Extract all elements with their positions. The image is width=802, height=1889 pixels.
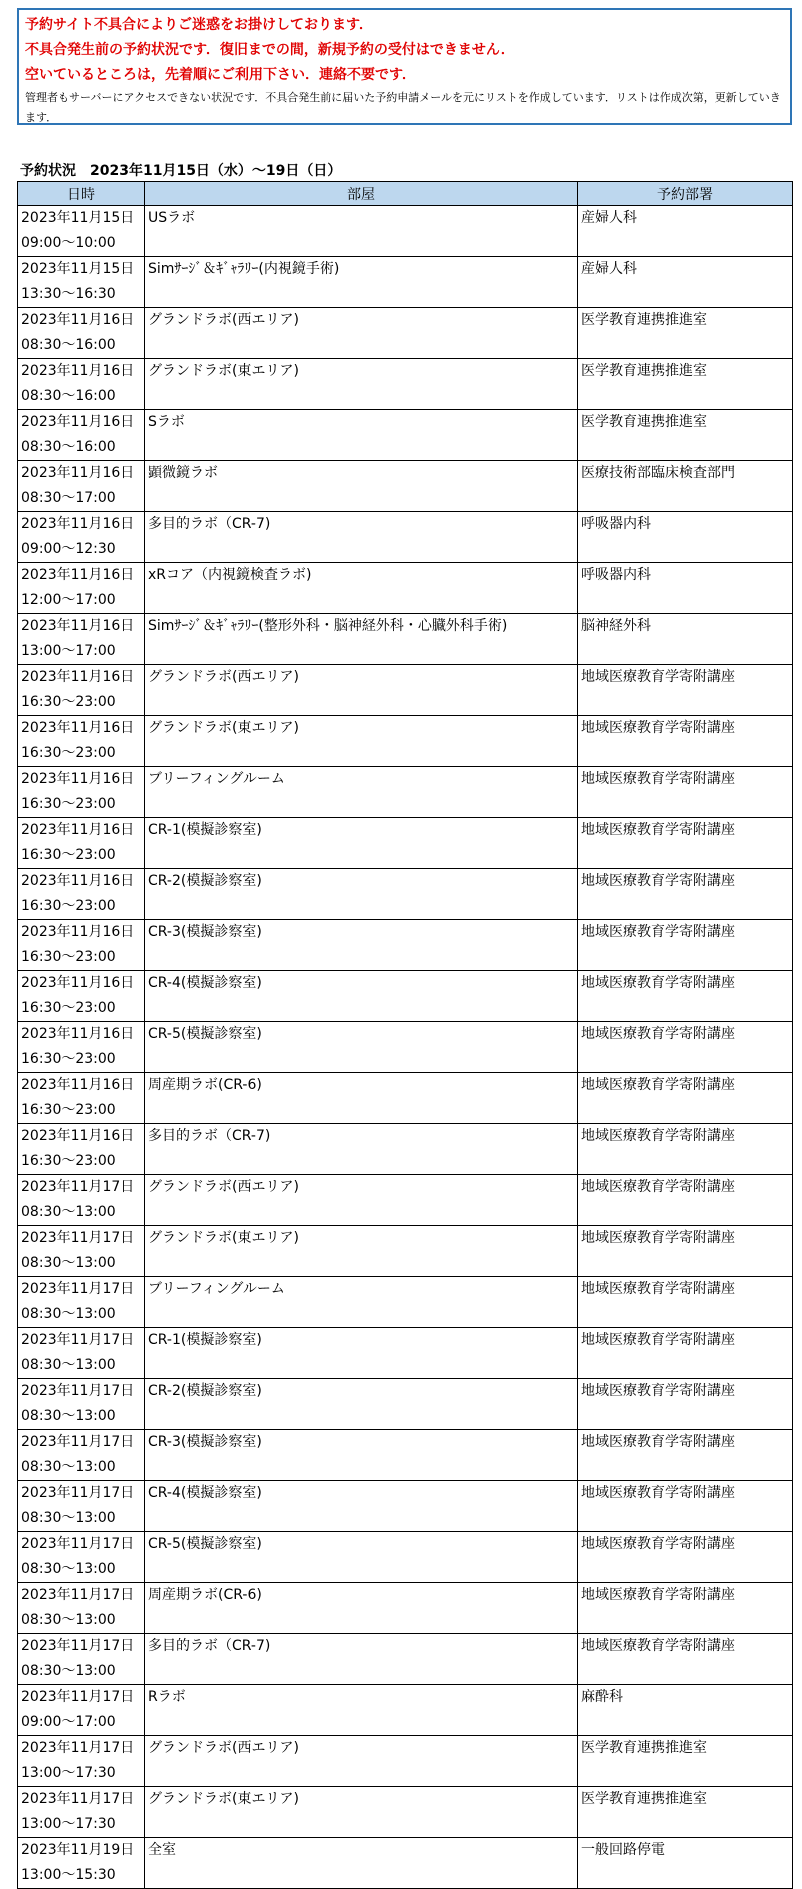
cell-room: グランドラボ(東エリア) <box>145 359 578 410</box>
notice-line-1: 予約サイト不具合によりご迷惑をお掛けしております． <box>25 17 373 33</box>
table-row <box>18 512 793 563</box>
cell-room: CR-5(模擬診察室) <box>145 1532 578 1583</box>
cell-room: Rラボ <box>145 1685 578 1736</box>
reservation-date: 2023年11月16日 <box>21 669 135 685</box>
cell-room: グランドラボ(東エリア) <box>145 1226 578 1277</box>
reservation-rows <box>18 206 793 1889</box>
reservation-time: 08:30～13:00 <box>21 1561 116 1577</box>
cell-datetime <box>18 512 145 563</box>
cell-room: CR-1(模擬診察室) <box>145 1328 578 1379</box>
reservation-time: 08:30～13:00 <box>21 1357 116 1373</box>
reservation-time: 08:30～16:00 <box>21 439 116 455</box>
outage-notice-box <box>17 8 792 125</box>
reservation-time: 16:30～23:00 <box>21 1153 116 1169</box>
table-row <box>18 563 793 614</box>
cell-room: 周産期ラボ(CR-6) <box>145 1583 578 1634</box>
reservation-date: 2023年11月16日 <box>21 771 135 787</box>
reservation-date: 2023年11月17日 <box>21 1689 135 1705</box>
cell-room: グランドラボ(東エリア) <box>145 1787 578 1838</box>
table-row <box>18 1226 793 1277</box>
reservation-time: 08:30～16:00 <box>21 388 116 404</box>
cell-datetime <box>18 971 145 1022</box>
reservation-time: 13:30～16:30 <box>21 286 116 302</box>
reservation-date: 2023年11月17日 <box>21 1281 135 1297</box>
cell-room: 全室 <box>145 1838 578 1889</box>
table-row <box>18 1634 793 1685</box>
reservation-time: 16:30～23:00 <box>21 898 116 914</box>
reservation-time: 08:30～13:00 <box>21 1204 116 1220</box>
table-row <box>18 1685 793 1736</box>
cell-department: 地域医療教育学寄附講座 <box>578 1277 793 1328</box>
reservation-date: 2023年11月16日 <box>21 975 135 991</box>
cell-datetime <box>18 1226 145 1277</box>
cell-room: USラボ <box>145 206 578 257</box>
reservation-time: 16:30～23:00 <box>21 694 116 710</box>
reservation-date: 2023年11月19日 <box>21 1842 135 1858</box>
cell-department: 医療技術部臨床検査部門 <box>578 461 793 512</box>
cell-room: CR-3(模擬診察室) <box>145 1430 578 1481</box>
reservation-time: 08:30～13:00 <box>21 1255 116 1271</box>
reservation-time: 16:30～23:00 <box>21 949 116 965</box>
reservation-date: 2023年11月16日 <box>21 414 135 430</box>
table-row <box>18 971 793 1022</box>
reservation-time: 13:00～15:30 <box>21 1867 116 1883</box>
table-row <box>18 1379 793 1430</box>
reservation-date: 2023年11月16日 <box>21 465 135 481</box>
cell-department: 地域医療教育学寄附講座 <box>578 920 793 971</box>
table-row <box>18 920 793 971</box>
reservation-time: 09:00～12:30 <box>21 541 116 557</box>
cell-datetime <box>18 818 145 869</box>
reservation-date: 2023年11月15日 <box>21 210 135 226</box>
cell-department: 地域医療教育学寄附講座 <box>578 1328 793 1379</box>
reservation-time: 12:00～17:00 <box>21 592 116 608</box>
reservation-date: 2023年11月17日 <box>21 1587 135 1603</box>
cell-department: 地域医療教育学寄附講座 <box>578 869 793 920</box>
reservation-date: 2023年11月17日 <box>21 1638 135 1654</box>
cell-room: CR-4(模擬診察室) <box>145 1481 578 1532</box>
table-row <box>18 1838 793 1889</box>
table-row <box>18 1736 793 1787</box>
reservation-date: 2023年11月17日 <box>21 1536 135 1552</box>
reservation-time: 09:00～10:00 <box>21 235 116 251</box>
reservation-date: 2023年11月17日 <box>21 1740 135 1756</box>
cell-datetime <box>18 1073 145 1124</box>
cell-room: ブリーフィングルーム <box>145 767 578 818</box>
reservation-date: 2023年11月17日 <box>21 1383 135 1399</box>
notice-line-4: 管理者もサーバーにアクセスできない状況です．不具合発生前に届いた予約申請メールを元にリストを作成しています．リストは作成次第，更新していきます． <box>25 91 781 124</box>
table-row <box>18 716 793 767</box>
cell-room: xRコア（内視鏡検査ラボ) <box>145 563 578 614</box>
reservation-time: 08:30～17:00 <box>21 490 116 506</box>
reservation-date: 2023年11月17日 <box>21 1179 135 1195</box>
cell-department: 医学教育連携推進室 <box>578 308 793 359</box>
table-row <box>18 1430 793 1481</box>
table-row <box>18 1277 793 1328</box>
cell-datetime <box>18 1277 145 1328</box>
table-row <box>18 461 793 512</box>
cell-datetime <box>18 1328 145 1379</box>
cell-department: 地域医療教育学寄附講座 <box>578 1430 793 1481</box>
cell-room: グランドラボ(東エリア) <box>145 716 578 767</box>
reservation-date: 2023年11月17日 <box>21 1485 135 1501</box>
reservation-time: 08:30～13:00 <box>21 1510 116 1526</box>
cell-datetime <box>18 410 145 461</box>
reservation-time: 16:30～23:00 <box>21 847 116 863</box>
reservation-date: 2023年11月16日 <box>21 567 135 583</box>
reservation-time: 08:30～13:00 <box>21 1612 116 1628</box>
table-row <box>18 1175 793 1226</box>
cell-department: 地域医療教育学寄附講座 <box>578 1481 793 1532</box>
reservation-date: 2023年11月16日 <box>21 822 135 838</box>
cell-department: 地域医療教育学寄附講座 <box>578 1226 793 1277</box>
notice-line-2: 不具合発生前の予約状況です．復旧までの間，新規予約の受付はできません． <box>25 42 515 58</box>
cell-datetime <box>18 1175 145 1226</box>
cell-datetime <box>18 1022 145 1073</box>
reservation-date: 2023年11月16日 <box>21 1077 135 1093</box>
table-row <box>18 1073 793 1124</box>
reservation-date: 2023年11月17日 <box>21 1434 135 1450</box>
reservation-date: 2023年11月17日 <box>21 1230 135 1246</box>
cell-department: 地域医療教育学寄附講座 <box>578 1379 793 1430</box>
table-row <box>18 1583 793 1634</box>
table-row <box>18 869 793 920</box>
reservation-time: 16:30～23:00 <box>21 1102 116 1118</box>
cell-room: グランドラボ(西エリア) <box>145 665 578 716</box>
reservation-date: 2023年11月16日 <box>21 312 135 328</box>
cell-room: 顕微鏡ラボ <box>145 461 578 512</box>
cell-department: 地域医療教育学寄附講座 <box>578 1022 793 1073</box>
cell-department: 地域医療教育学寄附講座 <box>578 1124 793 1175</box>
table-row <box>18 359 793 410</box>
cell-room: Simｻｰｼﾞ＆ｷﾞｬﾗﾘｰ(整形外科・脳神経外科・心臓外科手術) <box>145 614 578 665</box>
table-row <box>18 410 793 461</box>
cell-datetime <box>18 920 145 971</box>
cell-datetime <box>18 1481 145 1532</box>
cell-room: 多目的ラボ（CR-7) <box>145 512 578 563</box>
reservation-time: 08:30～13:00 <box>21 1663 116 1679</box>
header-room: 部屋 <box>145 182 578 206</box>
cell-datetime <box>18 308 145 359</box>
reservation-table <box>17 181 793 1889</box>
cell-datetime <box>18 665 145 716</box>
reservation-time: 13:00～17:30 <box>21 1816 116 1832</box>
cell-room: CR-2(模擬診察室) <box>145 869 578 920</box>
reservation-date: 2023年11月16日 <box>21 1128 135 1144</box>
reservation-time: 09:00～17:00 <box>21 1714 116 1730</box>
table-row <box>18 1787 793 1838</box>
reservation-date: 2023年11月16日 <box>21 873 135 889</box>
table-row <box>18 308 793 359</box>
reservation-time: 16:30～23:00 <box>21 1000 116 1016</box>
cell-room: Sラボ <box>145 410 578 461</box>
cell-room: 周産期ラボ(CR-6) <box>145 1073 578 1124</box>
cell-room: グランドラボ(西エリア) <box>145 1736 578 1787</box>
notice-line-3: 空いているところは，先着順にご利用下さい．連絡不要です． <box>25 67 416 83</box>
section-title: 予約状況 2023年11月15日（水）～19日（日） <box>20 163 342 179</box>
table-header-row <box>18 182 793 206</box>
table-row <box>18 614 793 665</box>
cell-datetime <box>18 1532 145 1583</box>
cell-department: 医学教育連携推進室 <box>578 1787 793 1838</box>
cell-department: 地域医療教育学寄附講座 <box>578 818 793 869</box>
reservation-time: 16:30～23:00 <box>21 1051 116 1067</box>
reservation-time: 08:30～13:00 <box>21 1306 116 1322</box>
cell-department: 呼吸器内科 <box>578 563 793 614</box>
reservation-time: 16:30～23:00 <box>21 745 116 761</box>
cell-datetime <box>18 1685 145 1736</box>
table-row <box>18 206 793 257</box>
cell-department: 医学教育連携推進室 <box>578 410 793 461</box>
cell-datetime <box>18 869 145 920</box>
cell-datetime <box>18 1787 145 1838</box>
cell-room: Simｻｰｼﾞ＆ｷﾞｬﾗﾘｰ(内視鏡手術) <box>145 257 578 308</box>
table-row <box>18 1532 793 1583</box>
cell-department: 地域医療教育学寄附講座 <box>578 716 793 767</box>
cell-datetime <box>18 563 145 614</box>
reservation-date: 2023年11月16日 <box>21 363 135 379</box>
cell-department: 地域医療教育学寄附講座 <box>578 665 793 716</box>
cell-department: 脳神経外科 <box>578 614 793 665</box>
cell-datetime <box>18 359 145 410</box>
cell-department: 地域医療教育学寄附講座 <box>578 1073 793 1124</box>
cell-department: 一般回路停電 <box>578 1838 793 1889</box>
cell-datetime <box>18 1430 145 1481</box>
table-row <box>18 818 793 869</box>
cell-room: グランドラボ(西エリア) <box>145 1175 578 1226</box>
reservation-date: 2023年11月16日 <box>21 1026 135 1042</box>
header-datetime: 日時 <box>18 182 145 206</box>
table-row <box>18 257 793 308</box>
reservation-time: 08:30～13:00 <box>21 1459 116 1475</box>
cell-department: 地域医療教育学寄附講座 <box>578 1634 793 1685</box>
cell-datetime <box>18 1124 145 1175</box>
table-row <box>18 767 793 818</box>
cell-room: 多目的ラボ（CR-7) <box>145 1634 578 1685</box>
cell-datetime <box>18 1379 145 1430</box>
cell-department: 地域医療教育学寄附講座 <box>578 1532 793 1583</box>
cell-department: 地域医療教育学寄附講座 <box>578 971 793 1022</box>
reservation-time: 08:30～16:00 <box>21 337 116 353</box>
cell-room: グランドラボ(西エリア) <box>145 308 578 359</box>
cell-department: 地域医療教育学寄附講座 <box>578 1175 793 1226</box>
cell-department: 医学教育連携推進室 <box>578 1736 793 1787</box>
cell-datetime <box>18 1838 145 1889</box>
table-row <box>18 1328 793 1379</box>
table-row <box>18 1022 793 1073</box>
table-row <box>18 1124 793 1175</box>
reservation-time: 13:00～17:30 <box>21 1765 116 1781</box>
cell-department: 麻酔科 <box>578 1685 793 1736</box>
reservation-date: 2023年11月17日 <box>21 1332 135 1348</box>
cell-room: 多目的ラボ（CR-7) <box>145 1124 578 1175</box>
cell-datetime <box>18 461 145 512</box>
cell-department: 呼吸器内科 <box>578 512 793 563</box>
cell-room: CR-2(模擬診察室) <box>145 1379 578 1430</box>
reservation-date: 2023年11月15日 <box>21 261 135 277</box>
reservation-date: 2023年11月16日 <box>21 924 135 940</box>
reservation-date: 2023年11月17日 <box>21 1791 135 1807</box>
cell-department: 産婦人科 <box>578 206 793 257</box>
cell-department: 地域医療教育学寄附講座 <box>578 1583 793 1634</box>
cell-room: CR-1(模擬診察室) <box>145 818 578 869</box>
cell-department: 産婦人科 <box>578 257 793 308</box>
reservation-date: 2023年11月16日 <box>21 618 135 634</box>
cell-room: CR-3(模擬診察室) <box>145 920 578 971</box>
reservation-date: 2023年11月16日 <box>21 516 135 532</box>
reservation-time: 16:30～23:00 <box>21 796 116 812</box>
cell-department: 医学教育連携推進室 <box>578 359 793 410</box>
cell-department: 地域医療教育学寄附講座 <box>578 767 793 818</box>
cell-datetime <box>18 257 145 308</box>
reservation-time: 13:00～17:00 <box>21 643 116 659</box>
cell-room: CR-4(模擬診察室) <box>145 971 578 1022</box>
table-row <box>18 1481 793 1532</box>
cell-datetime <box>18 614 145 665</box>
reservation-date: 2023年11月16日 <box>21 720 135 736</box>
header-department: 予約部署 <box>578 182 793 206</box>
cell-datetime <box>18 767 145 818</box>
reservation-time: 08:30～13:00 <box>21 1408 116 1424</box>
cell-room: CR-5(模擬診察室) <box>145 1022 578 1073</box>
cell-datetime <box>18 206 145 257</box>
cell-datetime <box>18 716 145 767</box>
cell-room: ブリーフィングルーム <box>145 1277 578 1328</box>
cell-datetime <box>18 1736 145 1787</box>
cell-datetime <box>18 1634 145 1685</box>
cell-datetime <box>18 1583 145 1634</box>
table-row <box>18 665 793 716</box>
